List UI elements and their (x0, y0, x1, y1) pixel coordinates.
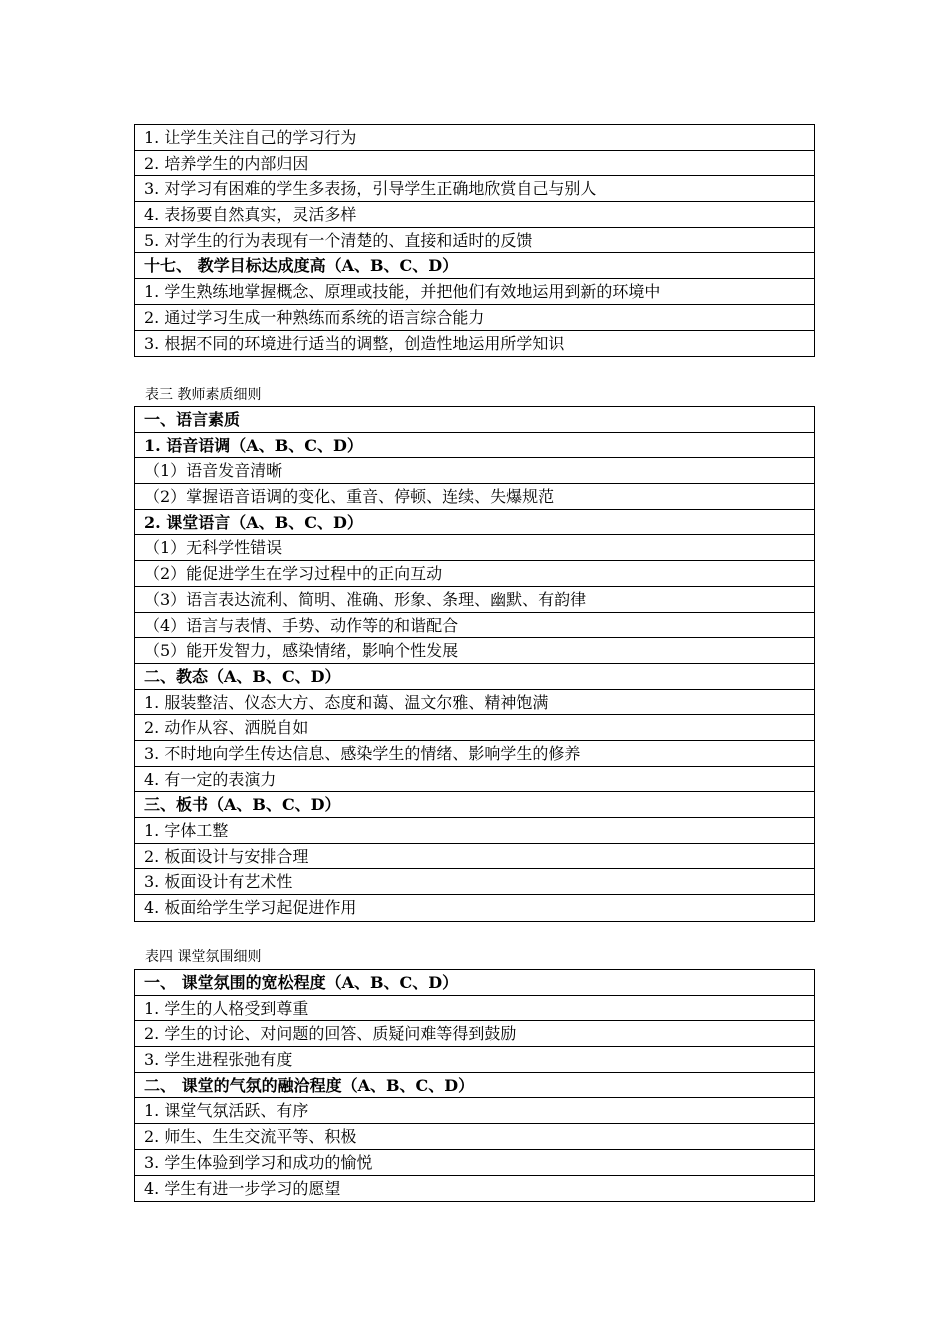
section-header-row: 一、语言素质 (135, 407, 814, 433)
table-row: 1. 学生的人格受到尊重 (135, 996, 814, 1022)
table-row: 1. 学生熟练地掌握概念、原理或技能，并把他们有效地运用到新的环境中 (135, 279, 814, 305)
table-row: 2. 通过学习生成一种熟练而系统的语言综合能力 (135, 305, 814, 331)
section-header-row: 一、 课堂氛围的宽松程度（A、B、C、D） (135, 970, 814, 996)
table-row: 1. 字体工整 (135, 818, 814, 844)
table-row: （4）语言与表情、手势、动作等的和谐配合 (135, 613, 814, 639)
table-row: 2. 动作从容、洒脱自如 (135, 715, 814, 741)
table3-caption: 表三 教师素质细则 (145, 387, 262, 403)
table-row: 3. 不时地向学生传达信息、感染学生的情绪、影响学生的修养 (135, 741, 814, 767)
table-row: 4. 有一定的表演力 (135, 767, 814, 793)
table-row: 4. 学生有进一步学习的愿望 (144, 1178, 341, 1198)
table-row: 2. 师生、生生交流平等、积极 (135, 1124, 814, 1150)
table-row: （1）语音发音清晰 (135, 458, 814, 484)
section-header-row: 2. 课堂语言（A、B、C、D） (135, 510, 814, 536)
table-row: 4. 表扬要自然真实，灵活多样 (135, 202, 814, 228)
table-row: （1）无科学性错误 (135, 535, 814, 561)
table-row: 3. 板面设计有艺术性 (135, 869, 814, 895)
section-header-row: 1. 语音语调（A、B、C、D） (135, 433, 814, 459)
table-row: 2. 培养学生的内部归因 (135, 151, 814, 177)
table4-caption: 表四 课堂氛围细则 (145, 949, 262, 965)
section-header-row: 三、板书（A、B、C、D） (135, 792, 814, 818)
table-row: 2. 学生的讨论、对问题的回答、质疑问难等得到鼓励 (135, 1021, 814, 1047)
table-row: 1. 课堂气氛活跃、有序 (135, 1098, 814, 1124)
table-row: 3. 学生进程张弛有度 (135, 1047, 814, 1073)
table-row: （3）语言表达流利、简明、准确、形象、条理、幽默、有韵律 (135, 587, 814, 613)
table-row: 3. 根据不同的环境进行适当的调整，创造性地运用所学知识 (144, 333, 565, 353)
classroom-atmosphere-table (134, 969, 815, 1202)
table-row: 3. 学生体验到学习和成功的愉悦 (135, 1150, 814, 1176)
section-header-row: 二、 课堂的气氛的融洽程度（A、B、C、D） (135, 1073, 814, 1099)
table-row: 3. 对学习有困难的学生多表扬，引导学生正确地欣赏自己与别人 (135, 176, 814, 202)
table-row: 1. 服装整洁、仪态大方、态度和蔼、温文尔雅、精神饱满 (135, 690, 814, 716)
teacher-quality-table (134, 406, 815, 922)
section-header-row: 二、教态（A、B、C、D） (135, 664, 814, 690)
table-row: 1. 让学生关注自己的学习行为 (135, 125, 814, 151)
table-row: （2）能促进学生在学习过程中的正向互动 (135, 561, 814, 587)
table-row: 4. 板面给学生学习起促进作用 (144, 898, 357, 918)
criteria-table-continued (134, 124, 815, 357)
table-row: 2. 板面设计与安排合理 (135, 844, 814, 870)
table-row: （5）能开发智力，感染情绪，影响个性发展 (135, 638, 814, 664)
table-row: （2）掌握语音语调的变化、重音、停顿、连续、失爆规范 (135, 484, 814, 510)
table-row: 5. 对学生的行为表现有一个清楚的、直接和适时的反馈 (135, 228, 814, 254)
section-header-row: 十七、 教学目标达成度高（A、B、C、D） (135, 253, 814, 279)
